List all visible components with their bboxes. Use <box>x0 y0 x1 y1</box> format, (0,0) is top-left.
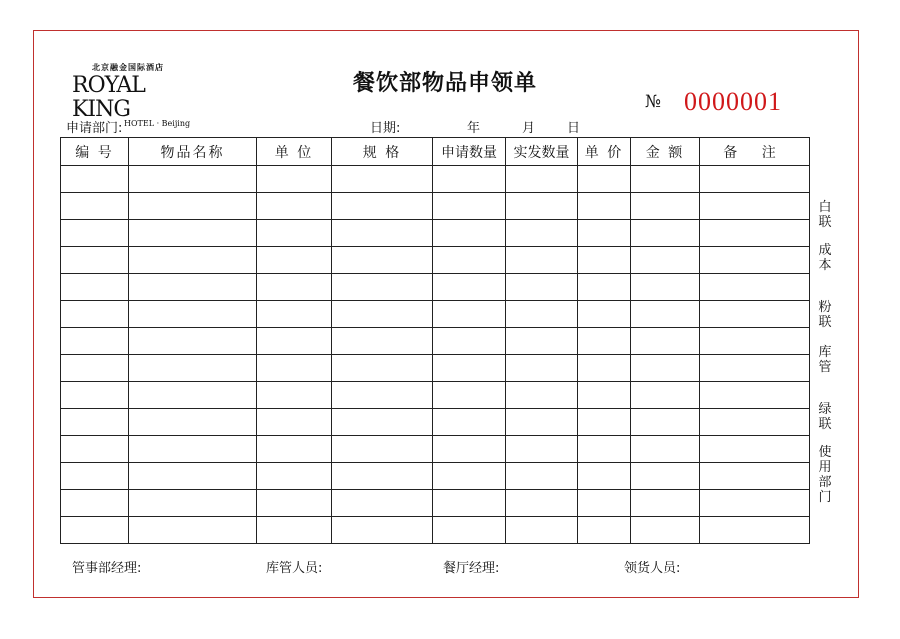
table-cell[interactable] <box>578 382 631 409</box>
table-cell[interactable] <box>433 193 506 220</box>
table-cell[interactable] <box>433 166 506 193</box>
form-number: 0000001 <box>684 87 782 116</box>
table-cell[interactable] <box>257 274 332 301</box>
table-cell[interactable] <box>433 409 506 436</box>
table-cell[interactable] <box>332 463 433 490</box>
table-row <box>61 166 810 193</box>
table-row <box>61 409 810 436</box>
table-cell[interactable] <box>61 517 129 544</box>
table-cell[interactable] <box>129 247 257 274</box>
table-row <box>61 220 810 247</box>
table-cell[interactable] <box>578 490 631 517</box>
table-cell[interactable] <box>129 436 257 463</box>
table-cell[interactable] <box>578 193 631 220</box>
table-cell[interactable] <box>61 409 129 436</box>
table-row <box>61 490 810 517</box>
table-cell[interactable] <box>433 436 506 463</box>
table-cell[interactable] <box>700 355 810 382</box>
table-cell[interactable] <box>332 517 433 544</box>
table-cell[interactable] <box>129 463 257 490</box>
table-cell[interactable] <box>61 166 129 193</box>
table-cell[interactable] <box>433 463 506 490</box>
copy-pink-purpose: 库管 <box>818 345 832 375</box>
table-cell[interactable] <box>506 382 578 409</box>
table-cell[interactable] <box>578 301 631 328</box>
table-cell[interactable] <box>257 220 332 247</box>
table-row <box>61 436 810 463</box>
table-cell[interactable] <box>129 220 257 247</box>
table-row <box>61 355 810 382</box>
table-cell[interactable] <box>332 193 433 220</box>
table-row <box>61 463 810 490</box>
table-row <box>61 301 810 328</box>
table-cell[interactable] <box>61 490 129 517</box>
table-cell[interactable] <box>631 436 700 463</box>
table-cell[interactable] <box>257 409 332 436</box>
copy-pink: 粉联 <box>818 300 832 330</box>
number-symbol: № <box>645 92 662 112</box>
table-cell[interactable] <box>578 166 631 193</box>
table-cell[interactable] <box>578 274 631 301</box>
table-cell[interactable] <box>61 382 129 409</box>
table-cell[interactable] <box>631 355 700 382</box>
table-cell[interactable] <box>61 328 129 355</box>
table-row <box>61 193 810 220</box>
table-cell[interactable] <box>332 436 433 463</box>
table-cell[interactable] <box>257 355 332 382</box>
table-cell[interactable] <box>332 382 433 409</box>
table-cell[interactable] <box>129 355 257 382</box>
table-cell[interactable] <box>506 193 578 220</box>
logo-chinese-name: 北京融金国际酒店 <box>92 63 164 72</box>
col-header-amount: 金 额 <box>631 138 700 166</box>
table-cell[interactable] <box>631 166 700 193</box>
table-cell[interactable] <box>700 220 810 247</box>
table-cell[interactable] <box>332 328 433 355</box>
table-cell[interactable] <box>578 517 631 544</box>
table-cell[interactable] <box>631 301 700 328</box>
table-cell[interactable] <box>257 193 332 220</box>
copy-white: 白联 <box>818 200 832 230</box>
col-header-issued-qty: 实发数量 <box>506 138 578 166</box>
table-cell[interactable] <box>433 490 506 517</box>
table-cell[interactable] <box>631 274 700 301</box>
table-cell[interactable] <box>700 247 810 274</box>
table-row <box>61 517 810 544</box>
table-cell[interactable] <box>257 382 332 409</box>
table-cell[interactable] <box>257 247 332 274</box>
table-cell[interactable] <box>578 220 631 247</box>
table-cell[interactable] <box>433 517 506 544</box>
table-cell[interactable] <box>433 382 506 409</box>
year-label: 年 <box>467 121 481 136</box>
table-cell[interactable] <box>631 409 700 436</box>
col-header-unit: 单 位 <box>257 138 332 166</box>
table-cell[interactable] <box>506 409 578 436</box>
table-cell[interactable] <box>578 328 631 355</box>
table-header-row <box>61 138 810 166</box>
table-row <box>61 274 810 301</box>
table-cell[interactable] <box>700 301 810 328</box>
table-cell[interactable] <box>433 355 506 382</box>
date-label: 日期: <box>370 121 401 136</box>
table-cell[interactable] <box>506 436 578 463</box>
table-cell[interactable] <box>332 490 433 517</box>
table-cell[interactable] <box>433 220 506 247</box>
table-cell[interactable] <box>700 193 810 220</box>
table-cell[interactable] <box>332 274 433 301</box>
table-cell[interactable] <box>257 166 332 193</box>
table-cell[interactable] <box>257 436 332 463</box>
table-cell[interactable] <box>433 247 506 274</box>
table-cell[interactable] <box>578 436 631 463</box>
table-cell[interactable] <box>700 463 810 490</box>
table-cell[interactable] <box>506 328 578 355</box>
table-cell[interactable] <box>61 274 129 301</box>
table-cell[interactable] <box>433 301 506 328</box>
items-table <box>60 137 810 544</box>
table-cell[interactable] <box>61 247 129 274</box>
table-row <box>61 328 810 355</box>
table-cell[interactable] <box>61 463 129 490</box>
table-cell[interactable] <box>631 193 700 220</box>
table-cell[interactable] <box>700 166 810 193</box>
table-cell[interactable] <box>129 490 257 517</box>
table-cell[interactable] <box>257 490 332 517</box>
signature-steward-manager: 管事部经理: <box>72 561 142 576</box>
table-cell[interactable] <box>700 382 810 409</box>
col-header-requested-qty: 申请数量 <box>433 138 506 166</box>
day-label: 日 <box>567 121 581 136</box>
table-cell[interactable] <box>506 247 578 274</box>
signature-restaurant-manager: 餐厅经理: <box>443 561 500 576</box>
table-cell[interactable] <box>129 517 257 544</box>
table-cell[interactable] <box>700 490 810 517</box>
table-cell[interactable] <box>506 463 578 490</box>
table-cell[interactable] <box>433 328 506 355</box>
table-cell[interactable] <box>631 463 700 490</box>
table-cell[interactable] <box>700 517 810 544</box>
table-cell[interactable] <box>506 220 578 247</box>
month-label: 月 <box>522 121 536 136</box>
copy-green: 绿联 <box>818 402 832 432</box>
table-cell[interactable] <box>61 301 129 328</box>
copy-green-purpose: 使用部门 <box>818 445 832 505</box>
table-cell[interactable] <box>631 517 700 544</box>
table-cell[interactable] <box>332 409 433 436</box>
table-cell[interactable] <box>129 166 257 193</box>
table-cell[interactable] <box>631 247 700 274</box>
logo-subtitle: HOTEL · Beijing <box>124 119 191 128</box>
col-header-unit-price: 单 价 <box>578 138 631 166</box>
form-title: 餐饮部物品申领单 <box>352 71 537 96</box>
table-row <box>61 382 810 409</box>
table-cell[interactable] <box>129 382 257 409</box>
table-cell[interactable] <box>578 355 631 382</box>
table-cell[interactable] <box>506 274 578 301</box>
table-cell[interactable] <box>578 463 631 490</box>
table-cell[interactable] <box>506 517 578 544</box>
table-row <box>61 247 810 274</box>
table-cell[interactable] <box>700 274 810 301</box>
table-cell[interactable] <box>129 328 257 355</box>
table-cell[interactable] <box>61 220 129 247</box>
table-cell[interactable] <box>129 274 257 301</box>
table-cell[interactable] <box>129 409 257 436</box>
table-cell[interactable] <box>433 274 506 301</box>
signature-storekeeper: 库管人员: <box>266 561 323 576</box>
table-cell[interactable] <box>257 517 332 544</box>
table-body <box>61 166 810 544</box>
table-cell[interactable] <box>506 301 578 328</box>
logo-english-name: ROYAL KING <box>72 73 145 122</box>
table-cell[interactable] <box>257 328 332 355</box>
copy-white-purpose: 成本 <box>818 243 832 273</box>
table-cell[interactable] <box>61 436 129 463</box>
table-cell[interactable] <box>631 220 700 247</box>
col-header-number: 编 号 <box>61 138 129 166</box>
signature-receiver: 领货人员: <box>624 561 681 576</box>
table-cell[interactable] <box>578 409 631 436</box>
table-cell[interactable] <box>631 382 700 409</box>
table-cell[interactable] <box>257 463 332 490</box>
table-cell[interactable] <box>506 490 578 517</box>
table-cell[interactable] <box>631 490 700 517</box>
table-cell[interactable] <box>700 409 810 436</box>
col-header-item-name: 物品名称 <box>129 138 257 166</box>
col-header-remarks: 备 注 <box>700 138 810 166</box>
table-cell[interactable] <box>61 193 129 220</box>
col-header-spec: 规 格 <box>332 138 433 166</box>
table-cell[interactable] <box>332 166 433 193</box>
table-cell[interactable] <box>700 436 810 463</box>
dept-label: 申请部门: <box>66 121 123 136</box>
table-cell[interactable] <box>506 355 578 382</box>
table-cell[interactable] <box>332 247 433 274</box>
table-cell[interactable] <box>578 247 631 274</box>
table-cell[interactable] <box>129 301 257 328</box>
table-cell[interactable] <box>631 328 700 355</box>
table-cell[interactable] <box>129 193 257 220</box>
table-cell[interactable] <box>257 301 332 328</box>
table-cell[interactable] <box>61 355 129 382</box>
table-cell[interactable] <box>332 355 433 382</box>
table-cell[interactable] <box>700 328 810 355</box>
table-cell[interactable] <box>332 220 433 247</box>
table-cell[interactable] <box>332 301 433 328</box>
table-cell[interactable] <box>506 166 578 193</box>
